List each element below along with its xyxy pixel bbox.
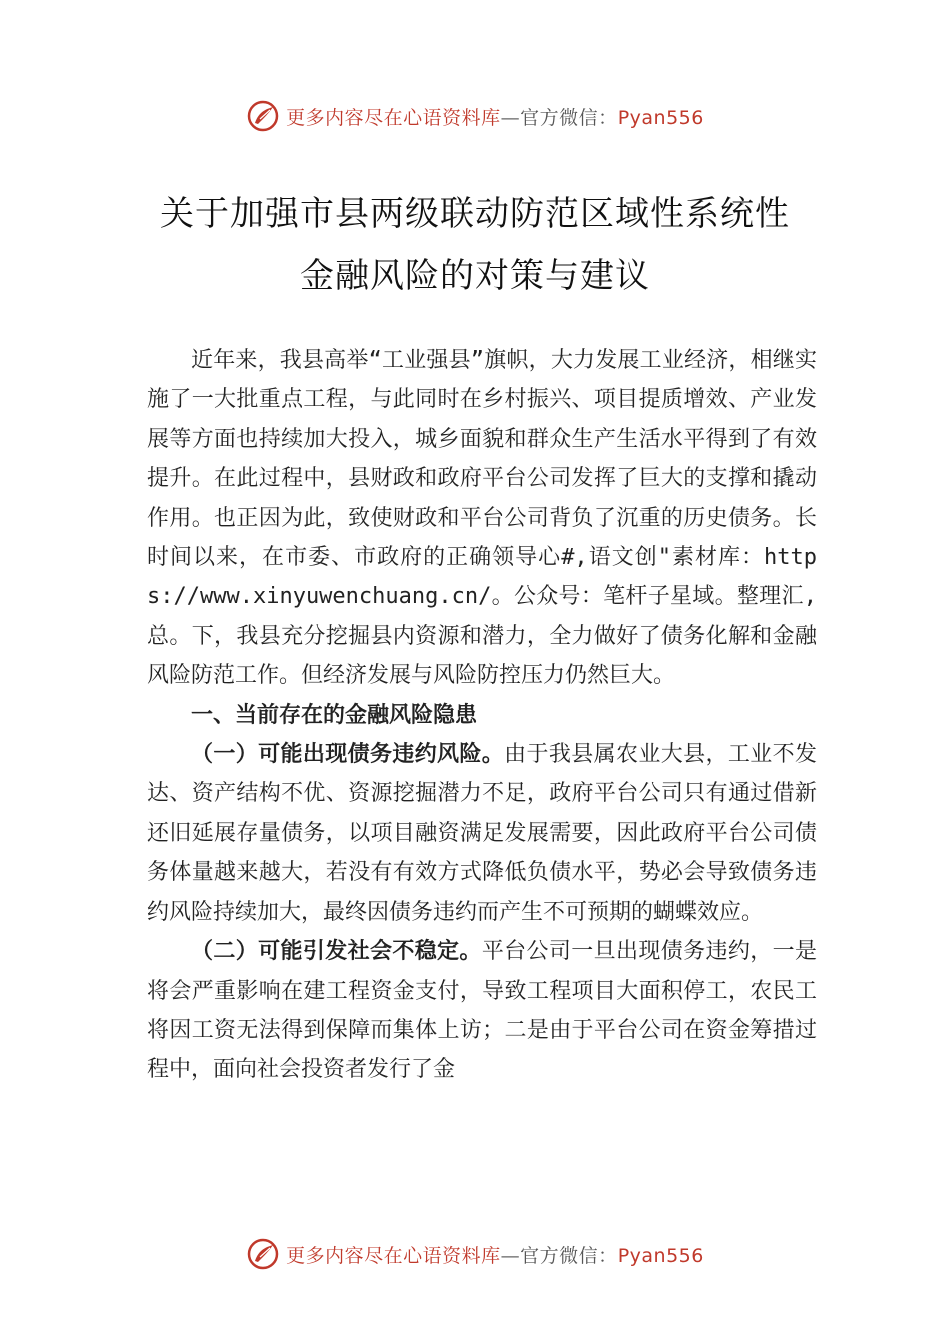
item-body-1: 由于我县属农业大县，工业不发达、资产结构不优、资源挖掘潜力不足，政府平台公司只有通过借新还旧延展存量债务，以项目融资满足发展需要，因此政府平台公司债务体量越来越大，若没有有效方式降低负债水平，势必会导致债务违约风险持续加大，最终因债务违约而产生不可预期的蝴蝶效应。 [147,742,817,925]
brand-logo-icon [246,99,280,133]
section-heading-1: 一、当前存在的金融风险隐患 [191,702,478,728]
page-title-line1: 关于加强市县两级联动防范区域性系统性 [160,194,790,234]
banner-main: 更多内容尽在心语资料库 [286,1244,501,1267]
banner-separator: — [500,1244,521,1267]
intro-paragraph: 近年来，我县高举“工业强县”旗帜，大力发展工业经济，相继实施了一大批重点工程，与此同时在乡村振兴、项目提质增效、产业发展等方面也持续加大投入，城乡面貌和群众生产生活水平得到了有效提升。在此过程中，县财政和政府平台公司发挥了巨大的支撑和撬动作用。也正因为此，致使财政和平台公司背负了沉重的历史债务。长时间以来，在市委、市政府的正确领导心#,语文创"素材库：https://www.xinyuwenchuang.cn/。公众号：笔杆子星域。整理汇,总。下，我县充分挖掘县内资源和潜力，全力做好了债务化解和金融风险防范工作。但经济发展与风险防控压力仍然巨大。 [147,348,817,689]
banner-wechat-label: 官方微信： [520,106,618,129]
brand-logo-icon [246,1237,280,1271]
document-body [147,341,817,1090]
item-title-1: （一）可能出现债务违约风险。 [191,742,505,768]
header-banner [0,96,950,136]
item-title-2: （二）可能引发社会不稳定。 [191,939,482,965]
banner-text [286,1241,704,1268]
footer-banner [0,1234,950,1274]
page-title-line2: 金融风险的对策与建议 [300,256,650,296]
item-paragraph-1 [147,735,817,932]
banner-text [286,103,704,130]
item-paragraph-2 [147,932,817,1090]
item-body-2: 平台公司一旦出现债务违约，一是将会严重影响在建工程资金支付，导致工程项目大面积停工，农民工将因工资无法得到保障而集体上访；二是由于平台公司在资金筹措过程中，面向社会投资者发行了金 [147,939,817,1083]
banner-wechat-id: Pyan556 [617,1244,704,1267]
banner-wechat-id: Pyan556 [617,106,704,129]
banner-wechat-label: 官方微信： [520,1244,618,1267]
banner-main: 更多内容尽在心语资料库 [286,106,501,129]
banner-separator: — [500,106,521,129]
